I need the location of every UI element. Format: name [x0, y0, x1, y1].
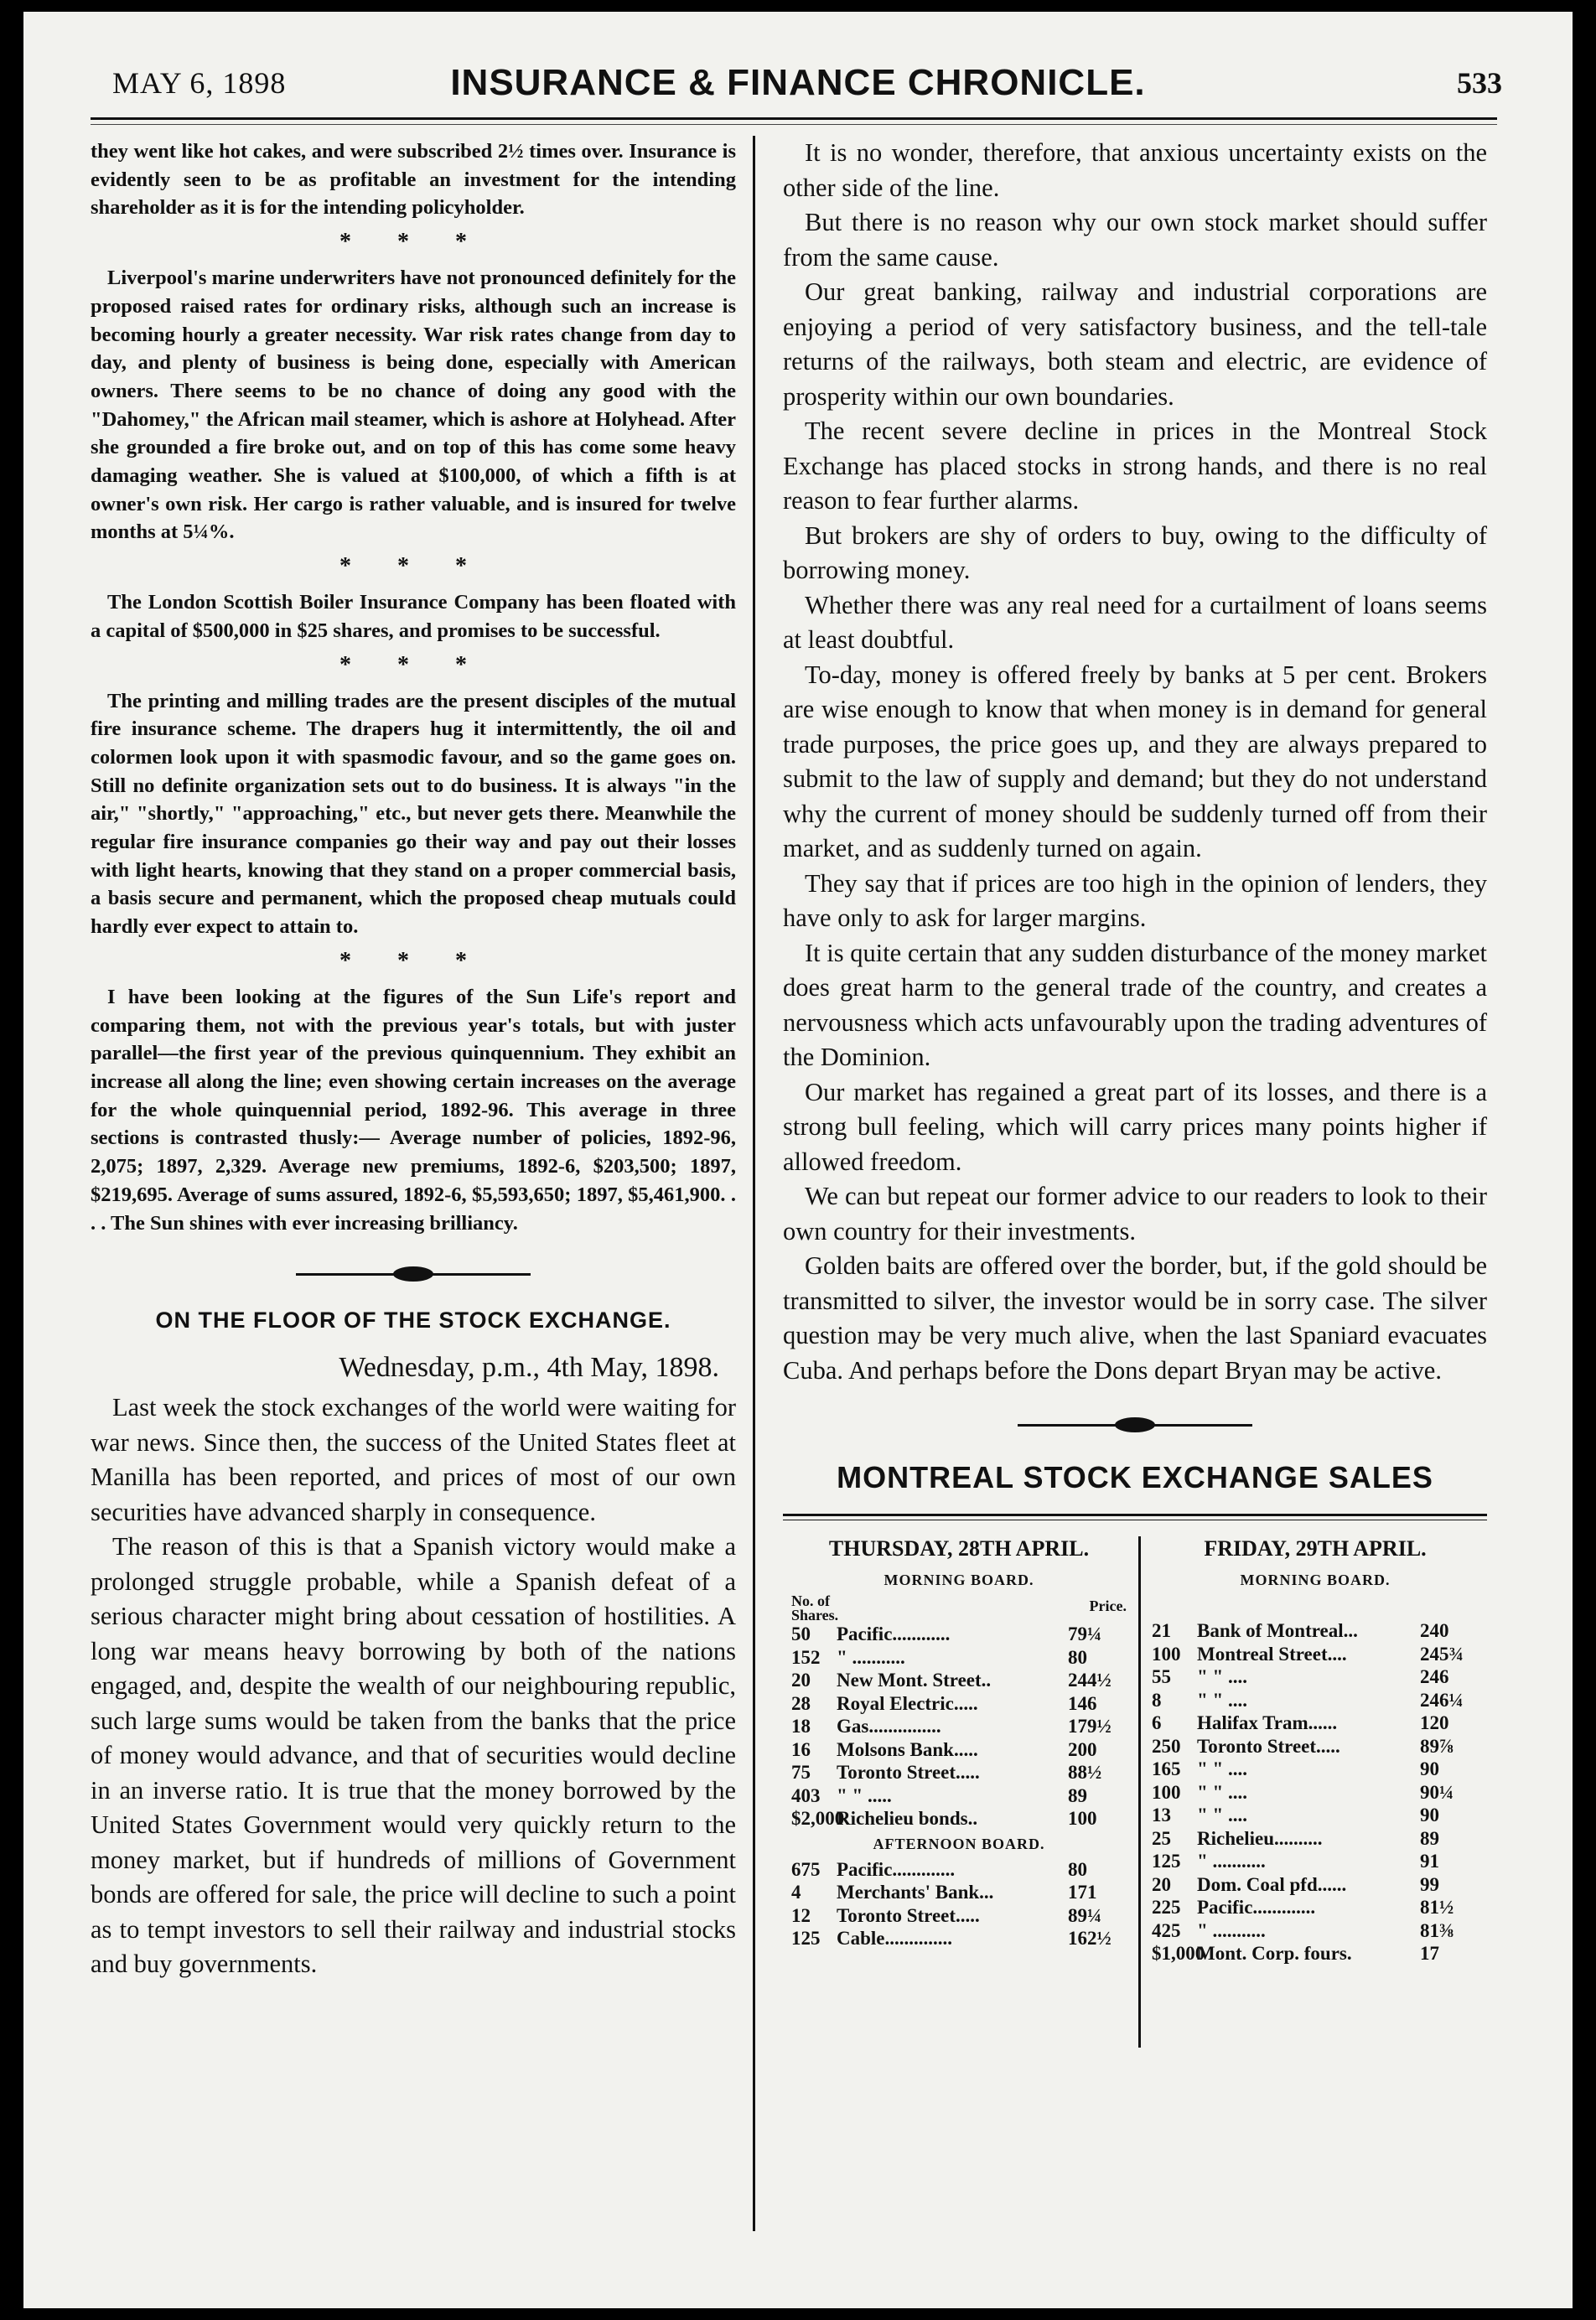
header-rule: [91, 117, 1497, 120]
stock-exchange-article: [91, 1390, 736, 1982]
table-row: [1152, 1735, 1479, 1758]
article-paragraph: Our market has regained a great part of its losses, and there is a strong bull feeling, which will carry prices many points higher if allowed freedom.: [783, 1077, 1487, 1176]
price-cell: 246¼: [1420, 1689, 1464, 1711]
table-row: [791, 1715, 1127, 1738]
article-paragraph: Golden baits are offered over the border, but, if the gold should be transmitted to silver, the investor would be in sorry case. The silver question may be very much alive, when the last Spaniard evacuates Cuba. And perhaps before the Dons depart Bryan may be active.: [783, 1251, 1487, 1385]
price-cell: 89: [1420, 1827, 1439, 1849]
price-cell: 244½: [1068, 1670, 1112, 1691]
price-cell: 162½: [1068, 1928, 1112, 1949]
friday-morning-rows: [1152, 1619, 1479, 1965]
article-paragraph: Last week the stock exchanges of the world were waiting for war news. Since then, the success of the United States fleet at Manilla has been reported, and prices of most of our own securities have advanced sharply in consequence.: [91, 1393, 736, 1526]
thursday-morning-rows: [791, 1623, 1127, 1831]
stock-name-cell: " ...........: [1197, 1851, 1266, 1872]
table-row: [791, 1807, 1127, 1831]
price-cell: 89: [1068, 1784, 1087, 1806]
ornamental-divider: [1018, 1413, 1252, 1438]
table-row: [1152, 1804, 1479, 1827]
price-cell: 200: [1068, 1738, 1097, 1760]
price-cell: 91: [1420, 1851, 1439, 1872]
shares-cell: 100: [1152, 1643, 1181, 1665]
day-heading: THURSDAY, 28TH APRIL.: [828, 1536, 1090, 1561]
shares-cell: 20: [1152, 1873, 1171, 1895]
shares-cell: $2,000: [791, 1808, 845, 1829]
friday-sales: [1152, 1536, 1479, 1965]
price-cell: 80: [1068, 1858, 1087, 1880]
price-cell: 246: [1420, 1666, 1449, 1687]
stock-name-cell: " " ....: [1197, 1781, 1248, 1803]
price-cell: 171: [1068, 1882, 1097, 1903]
article-paragraph: It is no wonder, therefore, that anxious uncertainty exists on the other side of the line.: [783, 138, 1487, 202]
price-header: Price.: [1089, 1598, 1127, 1614]
shares-cell: 50: [791, 1623, 811, 1644]
shares-cell: 675: [791, 1858, 821, 1880]
shares-cell: 28: [791, 1692, 811, 1714]
stock-name-cell: Pacific............: [837, 1623, 951, 1644]
table-row: [1152, 1850, 1479, 1873]
table-row: [1152, 1689, 1479, 1712]
shares-cell: 165: [1152, 1758, 1181, 1779]
table-row: [1152, 1643, 1479, 1666]
table-row: [1152, 1665, 1479, 1689]
table-row: [1152, 1873, 1479, 1897]
shares-cell: 18: [791, 1716, 811, 1737]
shares-cell: 13: [1152, 1805, 1171, 1825]
price-cell: 90: [1420, 1805, 1439, 1825]
table-row: [791, 1623, 1127, 1646]
section-stars: * * *: [339, 947, 487, 974]
shares-cell: 403: [791, 1784, 821, 1806]
header-date: MAY 6, 1898: [112, 66, 287, 100]
section-stars: * * *: [339, 229, 487, 256]
article-paragraph: They say that if prices are too high in the opinion of lenders, they have only to ask for larger margins.: [783, 868, 1487, 932]
article-continuation: [783, 136, 1487, 1388]
shares-cell: 75: [791, 1762, 811, 1783]
stock-name-cell: " ...........: [837, 1646, 905, 1668]
price-cell: 90¼: [1420, 1781, 1454, 1803]
stock-name-cell: Molsons Bank.....: [837, 1738, 978, 1760]
article-paragraph: It is quite certain that any sudden disturbance of the money market does great harm to the general trade of the country, and creates a nervousness which acts unfavourably upon the trading adventures of the Dominion.: [783, 938, 1487, 1071]
article-paragraph: Whether there was any real need for a curtailment of loans seems at least doubtful.: [783, 590, 1487, 654]
note-paragraph: they went like hot cakes, and were subscribed 2½ times over. Insurance is evidently seen to be as profitable an investment for the intending shareholder as it is for the intending policyholder.: [91, 140, 736, 220]
shares-cell: $1,000: [1152, 1943, 1205, 1964]
stock-name-cell: " " ....: [1197, 1805, 1248, 1825]
board-label: AFTERNOON BOARD.: [873, 1835, 1045, 1852]
stock-name-cell: " ...........: [1197, 1919, 1266, 1941]
article-paragraph: The reason of this is that a Spanish victory would make a prolonged struggle probable, while a Spanish defeat of a serious character might bring about cessation of hostilities. A long war means heavy borrowing by both of the nations engaged, and, despite the wealth of our neighbouring republic, such large sums would be taken from the banks that the price of money would advance, and that of securities would decline in an inverse ratio. It is true that the money borrowed by the United States Government would very quickly return to the money market, but if hundreds of millions of Government bonds are offered for sale, the price will decline to such a point as to tempt investors to sell their railway and industrial stocks and buy governments.: [91, 1532, 736, 1979]
stock-name-cell: " " ....: [1197, 1666, 1248, 1687]
thursday-sales: [791, 1536, 1127, 1950]
table-row: [1152, 1619, 1479, 1643]
table-row: [1152, 1919, 1479, 1943]
article-paragraph: But there is no reason why our own stock market should suffer from the same cause.: [783, 208, 1487, 272]
stock-name-cell: Gas...............: [837, 1716, 941, 1737]
price-cell: 80: [1068, 1646, 1087, 1668]
stock-name-cell: New Mont. Street..: [837, 1670, 992, 1691]
shares-cell: 125: [1152, 1851, 1181, 1872]
article-paragraph: Our great banking, railway and industrial corporations are enjoying a period of very satisfactory business, and the tell-tale returns of the railways, both steam and electric, are evidence of prosperity within our own boundaries.: [783, 277, 1487, 411]
price-cell: 89⅞: [1420, 1735, 1454, 1757]
dateline: Wednesday, p.m., 4th May, 1898.: [339, 1352, 719, 1384]
shares-cell: 55: [1152, 1666, 1171, 1687]
price-cell: 17: [1420, 1943, 1439, 1964]
stock-name-cell: Richelieu..........: [1197, 1827, 1323, 1849]
shares-header: No. of Shares.: [791, 1592, 839, 1623]
day-heading: FRIDAY, 29TH APRIL.: [1204, 1536, 1427, 1561]
shares-cell: 250: [1152, 1735, 1181, 1757]
stock-name-cell: Toronto Street.....: [837, 1762, 980, 1783]
table-row: [791, 1692, 1127, 1716]
shares-cell: 8: [1152, 1689, 1162, 1711]
header-rule-thin: [91, 124, 1497, 125]
price-cell: 240: [1420, 1620, 1449, 1641]
shares-cell: 125: [791, 1928, 821, 1949]
stock-name-cell: Dom. Coal pfd......: [1197, 1873, 1347, 1895]
note-paragraph: Liverpool's marine underwriters have not pronounced definitely for the proposed raised rates for ordinary risks, although such an increase is becoming hourly a greater necessity. War risk rates change from day to day, and plenty of business is being done, especially with American owners. There seems to be no chance of doing any good with the "Dahomey," the African mail steamer, which is ashore at Holyhead. After she grounded a fire broke out, and on top of this has come some heavy damaging weather. She is valued at $100,000, of which a fifth is at owner's own risk. Her cargo is rather valuable, and is insured for twelve months at 5¼%.: [91, 267, 736, 544]
price-cell: 120: [1420, 1712, 1449, 1733]
shares-cell: 152: [791, 1646, 821, 1668]
price-cell: 89¼: [1068, 1904, 1102, 1926]
shares-cell: 12: [791, 1904, 811, 1926]
table-row: [791, 1669, 1127, 1692]
article-paragraph: We can but repeat our former advice to our readers to look to their own country for their investments.: [783, 1182, 1487, 1245]
board-label: MORNING BOARD.: [884, 1572, 1034, 1588]
table-row: [791, 1927, 1127, 1950]
stock-name-cell: Halifax Tram......: [1197, 1712, 1338, 1733]
thursday-afternoon-rows: [791, 1858, 1127, 1950]
section-title: ON THE FLOOR OF THE STOCK EXCHANGE.: [155, 1308, 671, 1333]
table-row: [1152, 1827, 1479, 1851]
shares-cell: 225: [1152, 1897, 1181, 1918]
note-paragraph: The printing and milling trades are the present disciples of the mutual fire insurance scheme. The drapers hug it intermittently, the oil and colormen look upon it with spasmodic favour, and so the game goes on. Still no definite organization sets out to do business. It is always "in the air," "shortly," "approaching," etc., but never gets there. Meanwhile the regular fire insurance companies go their way and pay out their losses with light hearts, knowing that they stand on a proper commercial basis, a basis secure and permanent, which the proposed cheap mutuals could hardly ever expect to attain to.: [91, 689, 736, 939]
insurance-notes: [91, 137, 736, 1237]
article-paragraph: To-day, money is offered freely by banks at 5 per cent. Brokers are wise enough to know that when money is in demand for general trade purposes, the price goes up, and they are always prepared to submit to the law of supply and demand; but they do not understand why the current of money should be suddenly turned off from their market, and as suddenly turned on again.: [783, 660, 1487, 862]
price-cell: 79¼: [1068, 1623, 1102, 1644]
price-cell: 81⅜: [1420, 1919, 1454, 1941]
price-cell: 90: [1420, 1758, 1439, 1779]
price-cell: 100: [1068, 1808, 1097, 1829]
table-row: [1152, 1942, 1479, 1965]
table-row: [791, 1646, 1127, 1670]
stock-name-cell: Pacific.............: [1197, 1897, 1316, 1918]
table-row: [1152, 1758, 1479, 1781]
note-paragraph: I have been looking at the figures of the Sun Life's report and comparing them, not with the previous year's totals, but with juster parallel—the first year of the previous quinquennium. They exhibit an increase all along the line; even showing certain increases on the average for the whole quinquennial period, 1892-96. This average in three sections is contrasted thusly:— Average number of policies, 1892-96, 2,075; 1897, 2,329. Average new premiums, 1892-6, $203,500; 1897, $219,695. Average of sums assured, 1892-6, $5,593,650; 1897, $5,461,900. . . . The Sun shines with ever increasing brilliancy.: [91, 985, 736, 1235]
table-column-divider: [1138, 1536, 1141, 2048]
stock-name-cell: Cable..............: [837, 1928, 952, 1949]
board-label: MORNING BOARD.: [1240, 1572, 1391, 1588]
price-cell: 245¾: [1420, 1643, 1464, 1665]
section-stars: * * *: [339, 553, 487, 580]
shares-cell: 21: [1152, 1620, 1171, 1641]
stock-name-cell: Toronto Street.....: [1197, 1735, 1340, 1757]
table-row: [1152, 1712, 1479, 1735]
shares-cell: 25: [1152, 1827, 1171, 1849]
newspaper-page: [23, 12, 1573, 2308]
shares-cell: 16: [791, 1738, 811, 1760]
stock-name-cell: Richelieu bonds..: [837, 1808, 978, 1829]
column-headers: [791, 1594, 1127, 1623]
left-column: [91, 137, 736, 1982]
price-cell: 99: [1420, 1873, 1439, 1895]
stock-name-cell: Mont. Corp. fours.: [1197, 1943, 1352, 1964]
price-cell: 146: [1068, 1692, 1097, 1714]
publication-title: INSURANCE & FINANCE CHRONICLE.: [450, 62, 1146, 103]
table-row: [791, 1858, 1127, 1882]
right-column: [783, 136, 1487, 2076]
sales-table: [783, 1514, 1487, 2076]
stock-name-cell: " " ....: [1197, 1689, 1248, 1711]
article-paragraph: The recent severe decline in prices in the Montreal Stock Exchange has placed stocks in strong hands, and there is no real reason to fear further alarms.: [783, 417, 1487, 515]
section-stars: * * *: [339, 651, 487, 678]
shares-cell: 4: [791, 1882, 801, 1903]
stock-name-cell: Royal Electric.....: [837, 1692, 978, 1714]
stock-name-cell: Merchants' Bank...: [837, 1882, 994, 1903]
shares-cell: 425: [1152, 1919, 1181, 1941]
price-cell: 179½: [1068, 1716, 1112, 1737]
shares-cell: 100: [1152, 1781, 1181, 1803]
sales-title: MONTREAL STOCK EXCHANGE SALES: [837, 1460, 1433, 1494]
stock-name-cell: Toronto Street.....: [837, 1904, 980, 1926]
article-paragraph: But brokers are shy of orders to buy, owing to the difficulty of borrowing money.: [783, 520, 1487, 584]
table-row: [791, 1784, 1127, 1808]
page-header: [82, 45, 1514, 112]
table-row: [791, 1761, 1127, 1784]
table-row: [791, 1881, 1127, 1904]
stock-name-cell: Bank of Montreal...: [1197, 1620, 1358, 1641]
table-row: [791, 1904, 1127, 1928]
note-paragraph: The London Scottish Boiler Insurance Company has been floated with a capital of $500,000 in $25 shares, and promises to be successful.: [91, 591, 736, 642]
table-row: [791, 1738, 1127, 1762]
price-cell: 81½: [1420, 1897, 1454, 1918]
stock-name-cell: " " ....: [1197, 1758, 1248, 1779]
stock-name-cell: " " .....: [837, 1784, 892, 1806]
table-row: [1152, 1896, 1479, 1919]
column-rule: [753, 136, 755, 2231]
stock-name-cell: Montreal Street....: [1197, 1643, 1347, 1665]
table-row: [1152, 1781, 1479, 1805]
page-number: 533: [1457, 66, 1502, 100]
ornamental-divider: [296, 1262, 531, 1287]
shares-cell: 20: [791, 1670, 811, 1691]
shares-cell: 6: [1152, 1712, 1162, 1733]
stock-name-cell: Pacific.............: [837, 1858, 956, 1880]
price-cell: 88½: [1068, 1762, 1102, 1783]
